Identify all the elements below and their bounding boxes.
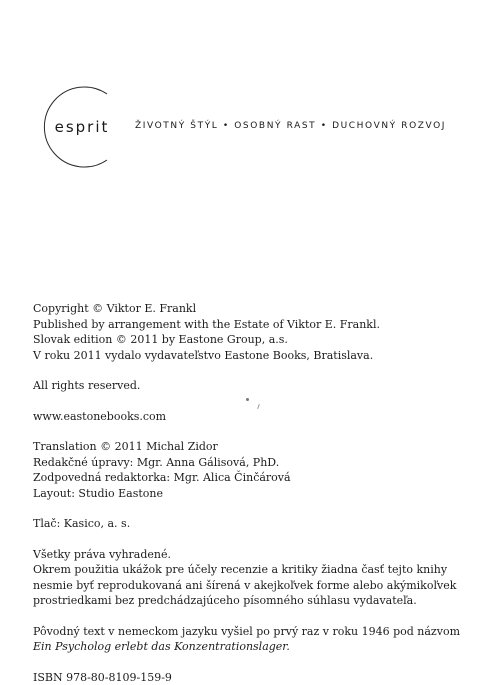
esprit-logo [33,84,131,170]
credit-line: Zodpovedná redaktorka: Mgr. Alica Činčárová [33,470,473,486]
reserved-block-sk [33,547,473,609]
website-url: www.eastonebooks.com [33,409,473,425]
reserved-line: Všetky práva vyhradené. [33,547,473,563]
logo-tagline: ŽIVOTNÝ ŠTÝL • OSOBNÝ RAST • DUCHOVNÝ ROZVOJ [135,121,446,131]
original-text-line: Pôvodný text v nemeckom jazyku vyšiel po prvý raz v roku 1946 pod názvom [33,624,473,640]
original-title: Ein Psycholog erlebt das Konzentrationslager. [33,639,473,655]
reserved-line: Okrem použitia ukážok pre účely recenzie a kritiky žiadna časť tejto knihy [33,562,473,578]
all-rights-reserved: All rights reserved. [33,378,473,394]
credits-block [33,439,473,501]
printer-line: Tlač: Kasico, a. s. [33,516,473,532]
logo-wordmark: esprit [33,118,131,136]
reserved-line: nesmie byť reprodukovaná ani šírená v akejkoľvek forme alebo akýmikoľvek [33,578,473,594]
isbn: ISBN 978-80-8109-159-9 [33,670,473,685]
reserved-line: prostriedkami bez predchádzajúceho písomného súhlasu vydavateľa. [33,593,473,609]
rights-line: Published by arrangement with the Estate of Viktor E. Frankl. [33,317,473,333]
rights-line: Copyright © Viktor E. Frankl [33,301,473,317]
copyright-page [33,301,473,685]
rights-line: Slovak edition © 2011 by Eastone Group, a.s. [33,332,473,348]
credit-line: Redakčné úpravy: Mgr. Anna Gálisová, PhD. [33,455,473,471]
credit-line: Translation © 2011 Michal Zidor [33,439,473,455]
rights-block [33,301,473,363]
rights-line: V roku 2011 vydalo vydavateľstvo Eastone Books, Bratislava. [33,348,473,364]
credit-line: Layout: Studio Eastone [33,486,473,502]
